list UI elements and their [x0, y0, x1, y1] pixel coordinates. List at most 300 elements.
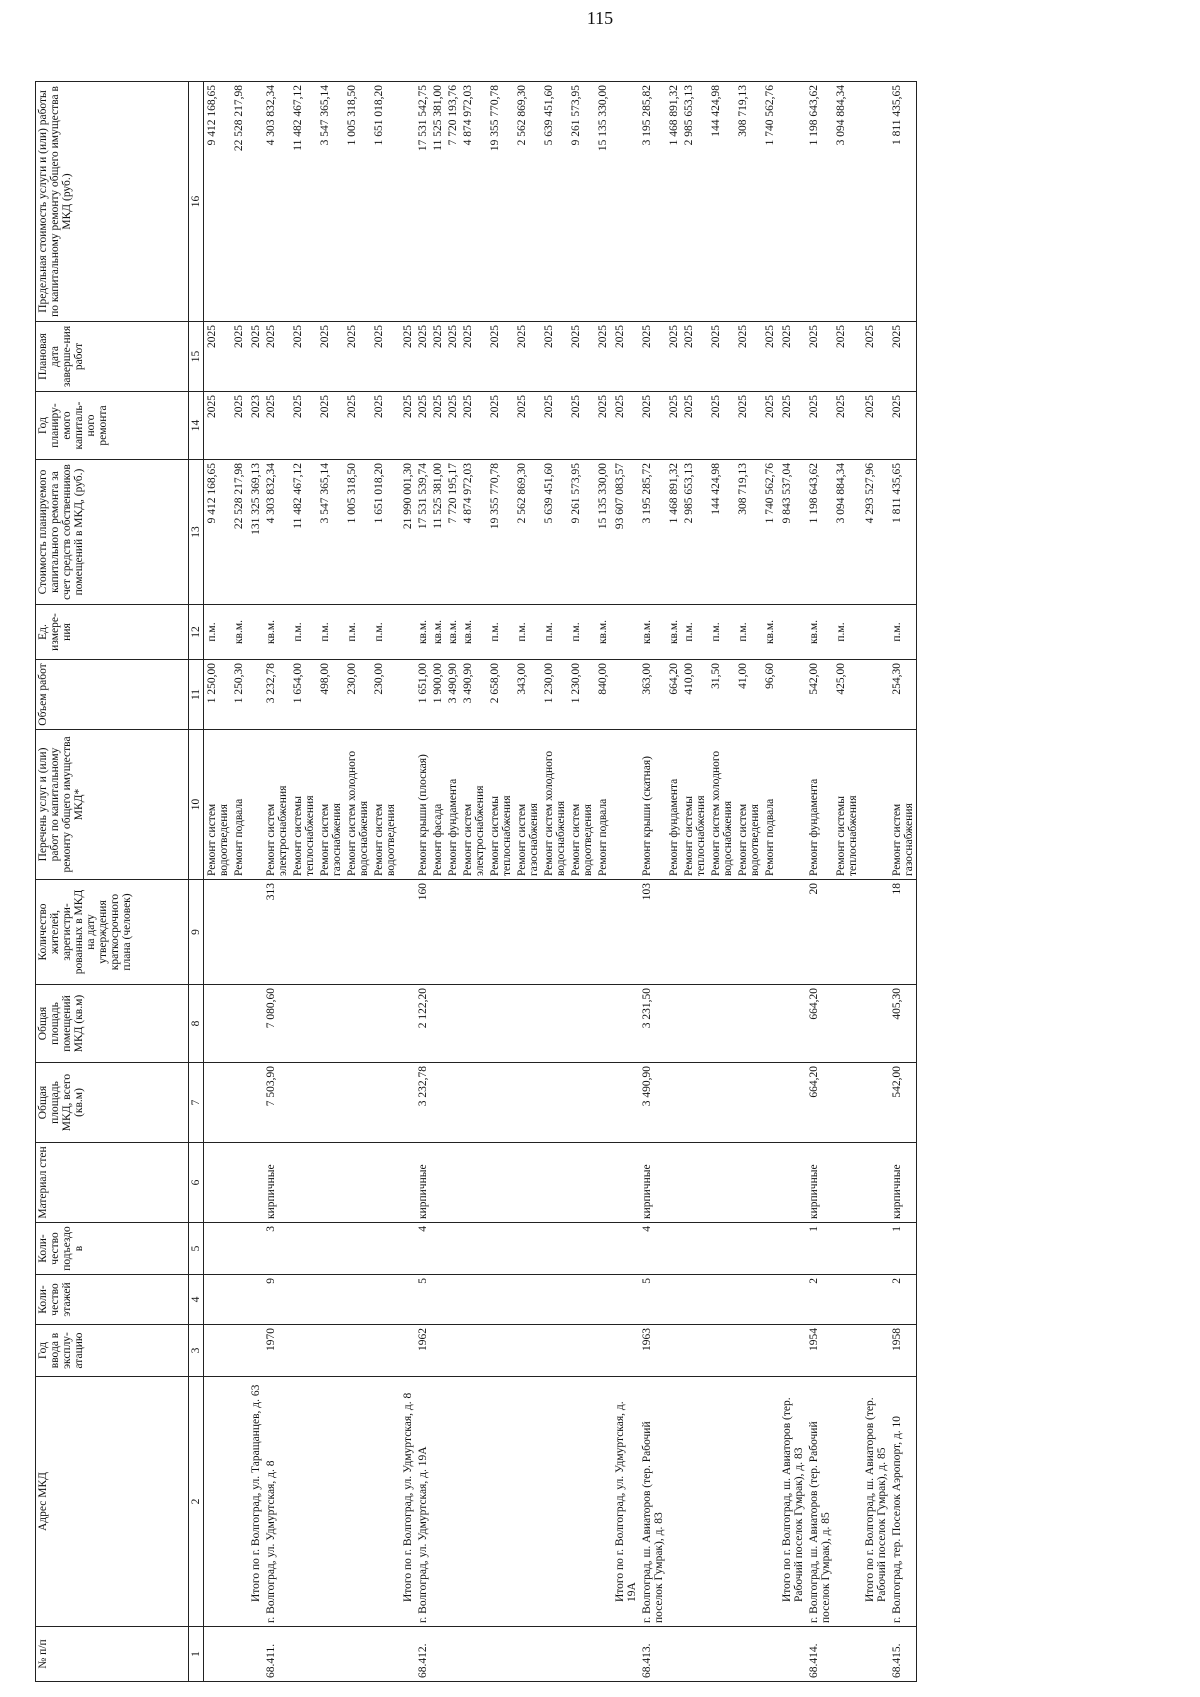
table-cell [666, 985, 681, 1063]
table-cell: 1954 [806, 1325, 833, 1377]
table-cell: 498,00 [317, 660, 344, 730]
table-cell: Ремонт подвала [762, 730, 777, 880]
table-cell [246, 1223, 263, 1275]
table-cell: 1 740 562,76 [762, 82, 777, 322]
table-cell: Ремонт систем водоотведения [204, 730, 232, 880]
table-cell [681, 1143, 708, 1223]
table-cell: 5 [415, 1275, 430, 1325]
table-cell: п.м. [833, 605, 860, 660]
table-cell [666, 1627, 681, 1682]
table-cell [735, 880, 762, 985]
subtotal-row [777, 82, 806, 1682]
work-row [231, 82, 246, 1682]
table-cell: 410,00 [681, 660, 708, 730]
table-cell [398, 605, 415, 660]
table-cell [487, 985, 514, 1063]
table-cell [541, 1377, 568, 1627]
table-cell: 1 651 018,20 [371, 460, 398, 605]
table-cell: 5 [639, 1275, 666, 1325]
table-cell [445, 1063, 460, 1143]
table-cell: 230,00 [344, 660, 371, 730]
table-cell [371, 1223, 398, 1275]
table-cell: 2025 [263, 392, 290, 460]
table-cell [398, 1275, 415, 1325]
column-header: Год ввода в эксплу-атацию [36, 1325, 189, 1377]
table-cell [344, 1377, 371, 1627]
table-cell: 2025 [568, 322, 595, 392]
work-row [290, 82, 317, 1682]
table-cell: 2025 [762, 322, 777, 392]
table-cell [610, 985, 639, 1063]
table-cell [735, 1223, 762, 1275]
table-cell [460, 1377, 487, 1627]
table-cell [777, 605, 806, 660]
column-number: 8 [189, 985, 204, 1063]
table-cell: 2025 [231, 392, 246, 460]
table-cell [610, 1143, 639, 1223]
table-cell: 5 639 451,60 [541, 460, 568, 605]
table-cell: 1 005 318,50 [344, 460, 371, 605]
table-cell [514, 1325, 541, 1377]
table-cell: Ремонт крыши (плоская) [415, 730, 430, 880]
table-cell [860, 730, 889, 880]
table-cell: 1 811 435,65 [889, 460, 917, 605]
table-cell [762, 1627, 777, 1682]
table-cell [833, 1223, 860, 1275]
table-cell [514, 1627, 541, 1682]
table-cell: 2025 [290, 392, 317, 460]
table-cell: 1 651,00 [415, 660, 430, 730]
table-cell [595, 1627, 610, 1682]
table-cell [246, 660, 263, 730]
table-cell [487, 1143, 514, 1223]
table-cell [568, 1627, 595, 1682]
table-cell: п.м. [204, 605, 232, 660]
work-row [460, 82, 487, 1682]
work-row [666, 82, 681, 1682]
table-cell: п.м. [708, 605, 735, 660]
table-cell: 1 740 562,76 [762, 460, 777, 605]
table-cell: 1 198 643,62 [806, 82, 833, 322]
table-cell [344, 1627, 371, 1682]
table-cell: п.м. [735, 605, 762, 660]
table-cell: Ремонт систем газоснабжения [889, 730, 917, 880]
table-cell [666, 1377, 681, 1627]
table-cell [371, 1377, 398, 1627]
column-number: 12 [189, 605, 204, 660]
table-cell [777, 730, 806, 880]
table-cell: 2025 [595, 392, 610, 460]
table-cell [568, 1325, 595, 1377]
work-row [595, 82, 610, 1682]
table-cell: Ремонт фундамента [666, 730, 681, 880]
table-cell: 131 325 369,13 [246, 460, 263, 605]
table-cell [246, 1627, 263, 1682]
column-header: Ед. измере-ния [36, 605, 189, 660]
table-cell: 2025 [610, 392, 639, 460]
table-cell [595, 1223, 610, 1275]
table-cell: 68.415. [889, 1627, 917, 1682]
table-cell: 664,20 [806, 1063, 833, 1143]
table-cell: 425,00 [833, 660, 860, 730]
table-cell: 7 720 195,17 [445, 460, 460, 605]
table-cell [445, 1325, 460, 1377]
column-header: Адрес МКД [36, 1377, 189, 1627]
table-cell [460, 1627, 487, 1682]
table-cell [568, 1143, 595, 1223]
table-cell [430, 1325, 445, 1377]
table-cell [487, 880, 514, 985]
table-cell: 3 490,90 [639, 1063, 666, 1143]
column-number: 9 [189, 880, 204, 985]
column-number: 3 [189, 1325, 204, 1377]
table-cell: 2025 [514, 392, 541, 460]
table-cell: 2025 [231, 322, 246, 392]
table-cell [445, 1627, 460, 1682]
table-cell [231, 1063, 246, 1143]
table-cell [514, 985, 541, 1063]
table-cell: 4 293 527,96 [860, 460, 889, 605]
table-cell: 144 424,98 [708, 460, 735, 605]
header-row [36, 82, 189, 1682]
table-cell [445, 1143, 460, 1223]
table-cell [430, 1143, 445, 1223]
table-cell [708, 880, 735, 985]
column-number: 2 [189, 1377, 204, 1627]
table-cell: п.м. [681, 605, 708, 660]
column-header: Предельная стоимость услуги и (или) работы по капитальному ремонту общего имущества в МКД (руб.) [36, 82, 189, 322]
table-cell: кв.м. [430, 605, 445, 660]
table-cell: 17 531 542,75 [415, 82, 430, 322]
table-cell: кв.м. [460, 605, 487, 660]
table-cell: 2025 [204, 322, 232, 392]
table-cell: Ремонт систем водоотведения [371, 730, 398, 880]
table-cell: кирпичные [263, 1143, 290, 1223]
table-cell [204, 1377, 232, 1627]
table-cell [860, 1627, 889, 1682]
table-cell [290, 1223, 317, 1275]
table-cell: 2025 [204, 392, 232, 460]
table-body [204, 82, 917, 1682]
table-cell: п.м. [344, 605, 371, 660]
table-cell: 7 503,90 [263, 1063, 290, 1143]
table-cell [371, 1325, 398, 1377]
table-cell [514, 1275, 541, 1325]
table-cell: 2025 [371, 392, 398, 460]
table-cell: 1 [889, 1223, 917, 1275]
table-cell: Ремонт подвала [231, 730, 246, 880]
table-cell [460, 985, 487, 1063]
table-cell [204, 985, 232, 1063]
table-cell [610, 880, 639, 985]
table-cell [460, 1143, 487, 1223]
table-cell: 1 230,00 [568, 660, 595, 730]
table-cell: 2 562 869,30 [514, 460, 541, 605]
table-cell [568, 1223, 595, 1275]
work-row [833, 82, 860, 1682]
table-cell: 254,30 [889, 660, 917, 730]
table-cell: кв.м. [806, 605, 833, 660]
table-cell [317, 1377, 344, 1627]
table-cell: 3 [263, 1223, 290, 1275]
table-cell [398, 660, 415, 730]
table-cell [666, 1223, 681, 1275]
table-cell [595, 1275, 610, 1325]
table-cell [777, 82, 806, 322]
table-cell: 2025 [445, 322, 460, 392]
table-cell [398, 730, 415, 880]
table-cell [708, 1377, 735, 1627]
column-number: 6 [189, 1143, 204, 1223]
table-cell: 542,00 [806, 660, 833, 730]
table-cell: кв.м. [595, 605, 610, 660]
table-cell [430, 1063, 445, 1143]
table-cell: 11 482 467,12 [290, 82, 317, 322]
table-cell [460, 1223, 487, 1275]
column-number-row [189, 82, 204, 1682]
table-cell: 2025 [290, 322, 317, 392]
table-cell [735, 1063, 762, 1143]
work-row [762, 82, 777, 1682]
table-cell [610, 1063, 639, 1143]
table-cell: 2025 [514, 322, 541, 392]
table-cell [708, 1223, 735, 1275]
table-cell: Итого по г. Волгоград, ул. Удмуртская, д. 19А [610, 1377, 639, 1627]
table-cell: 2025 [398, 392, 415, 460]
table-cell: Ремонт систем газоснабжения [317, 730, 344, 880]
table-cell [317, 1143, 344, 1223]
table-cell: 2025 [889, 322, 917, 392]
table-cell: 15 135 330,00 [595, 82, 610, 322]
column-header: Количество жителей, зарегистри-рованных в МКД на дату утверждения краткосрочного плана (человек) [36, 880, 189, 985]
table-cell: 9 843 537,04 [777, 460, 806, 605]
table-cell [246, 605, 263, 660]
column-header: Общая площадь помещений МКД (кв.м) [36, 985, 189, 1063]
table-cell: 7 080,60 [263, 985, 290, 1063]
table-cell: 313 [263, 880, 290, 985]
table-cell: п.м. [487, 605, 514, 660]
table-cell [833, 1275, 860, 1325]
table-cell: 2025 [777, 322, 806, 392]
work-row [708, 82, 735, 1682]
work-row [204, 82, 232, 1682]
table-cell [398, 1063, 415, 1143]
work-row [371, 82, 398, 1682]
table-cell: 1 198 643,62 [806, 460, 833, 605]
table-cell [568, 1275, 595, 1325]
table-cell [735, 985, 762, 1063]
table-cell: Ремонт систем холодного водоснабжения [708, 730, 735, 880]
table-cell [860, 1223, 889, 1275]
table-cell: 19 355 770,78 [487, 460, 514, 605]
table-cell: 3 490,90 [445, 660, 460, 730]
column-header: Общая площадь МКД, всего (кв.м) [36, 1063, 189, 1143]
table-cell: кирпичные [415, 1143, 430, 1223]
table-cell: 308 719,13 [735, 82, 762, 322]
table-cell [568, 985, 595, 1063]
table-cell: 1 811 435,65 [889, 82, 917, 322]
table-cell: Ремонт системы теплоснабжения [681, 730, 708, 880]
table-cell: 2025 [595, 322, 610, 392]
table-cell: 31,50 [708, 660, 735, 730]
table-cell: 15 135 330,00 [595, 460, 610, 605]
table-cell [344, 1223, 371, 1275]
table-cell: кв.м. [639, 605, 666, 660]
table-cell: 2025 [833, 392, 860, 460]
table-cell [860, 985, 889, 1063]
subtotal-row [398, 82, 415, 1682]
house-row [639, 82, 666, 1682]
table-cell [398, 1627, 415, 1682]
table-cell [445, 985, 460, 1063]
column-number: 4 [189, 1275, 204, 1325]
table-cell [231, 880, 246, 985]
table-cell [430, 985, 445, 1063]
table-cell: 1 468 891,32 [666, 460, 681, 605]
table-cell: г. Волгоград, тер. Поселок Аэропорт, д. 10 [889, 1377, 917, 1627]
table-cell: 542,00 [889, 1063, 917, 1143]
table-cell [514, 880, 541, 985]
table-cell: 2 562 869,30 [514, 82, 541, 322]
table-cell [487, 1627, 514, 1682]
column-header: № п/п [36, 1627, 189, 1682]
table-cell [290, 985, 317, 1063]
table-cell: кв.м. [263, 605, 290, 660]
table-cell: 2025 [681, 322, 708, 392]
table-cell [204, 1627, 232, 1682]
table-cell: п.м. [541, 605, 568, 660]
table-cell [708, 1275, 735, 1325]
table-cell [371, 985, 398, 1063]
table-cell [610, 1325, 639, 1377]
table-cell: 1 [806, 1223, 833, 1275]
table-cell [860, 82, 889, 322]
column-header: Стоимость планируемого капитального ремонта за счет средств собственников помещений в МКД, (руб.) [36, 460, 189, 605]
table-cell: 1 230,00 [541, 660, 568, 730]
table-cell: Ремонт систем водоотведения [735, 730, 762, 880]
column-number: 7 [189, 1063, 204, 1143]
table-cell [762, 1325, 777, 1377]
table-cell [762, 1377, 777, 1627]
table-cell: 2025 [762, 392, 777, 460]
table-cell: 2025 [371, 322, 398, 392]
table-cell: 2023 [246, 392, 263, 460]
table-cell: 405,30 [889, 985, 917, 1063]
table-cell [246, 1275, 263, 1325]
table-cell: 2025 [460, 322, 487, 392]
table-cell: 20 [806, 880, 833, 985]
table-cell [777, 985, 806, 1063]
work-row [514, 82, 541, 1682]
table-cell [735, 1627, 762, 1682]
table-cell: 1 005 318,50 [344, 82, 371, 322]
table-cell: 2025 [889, 392, 917, 460]
capital-repair-table [35, 81, 917, 1682]
column-number: 11 [189, 660, 204, 730]
table-cell [595, 1143, 610, 1223]
table-cell [833, 985, 860, 1063]
table-cell: 363,00 [639, 660, 666, 730]
table-cell: Ремонт системы теплоснабжения [290, 730, 317, 880]
table-cell [860, 1063, 889, 1143]
table-cell: 2025 [735, 392, 762, 460]
table-cell: 2 985 653,13 [681, 82, 708, 322]
table-cell [246, 730, 263, 880]
table-cell [833, 1627, 860, 1682]
table-cell: Ремонт подвала [595, 730, 610, 880]
table-cell: 2 [889, 1275, 917, 1325]
table-cell [487, 1377, 514, 1627]
table-cell: 2025 [666, 392, 681, 460]
table-cell [777, 660, 806, 730]
table-cell: 2025 [263, 322, 290, 392]
column-header: Плановая дата заверше-ния работ [36, 322, 189, 392]
table-cell [681, 1627, 708, 1682]
table-cell [708, 985, 735, 1063]
table-cell: 9 261 573,95 [568, 82, 595, 322]
table-cell [666, 1275, 681, 1325]
table-cell: 2025 [568, 392, 595, 460]
table-cell: 2 [806, 1275, 833, 1325]
table-cell: 2025 [735, 322, 762, 392]
table-cell: 93 607 083,57 [610, 460, 639, 605]
table-cell: г. Волгоград, ш. Авиаторов (тер. Рабочий поселок Гумрак), д. 85 [806, 1377, 833, 1627]
table-cell [595, 1377, 610, 1627]
table-cell: 2025 [777, 392, 806, 460]
table-cell: 1 651 018,20 [371, 82, 398, 322]
table-cell [398, 82, 415, 322]
table-cell [541, 880, 568, 985]
table-cell: 664,20 [666, 660, 681, 730]
table-cell: 1962 [415, 1325, 430, 1377]
table-cell: 3 232,78 [263, 660, 290, 730]
table-cell [860, 605, 889, 660]
column-header: Перечень услуг и (или) работ по капитальному ремонту общего имущества МКД* [36, 730, 189, 880]
table-cell: 3 490,90 [460, 660, 487, 730]
table-cell [777, 1627, 806, 1682]
table-cell: 2025 [806, 392, 833, 460]
table-cell: 2025 [344, 322, 371, 392]
table-cell: п.м. [514, 605, 541, 660]
table-cell [371, 1275, 398, 1325]
table-cell [487, 1223, 514, 1275]
table-cell: 3 232,78 [415, 1063, 430, 1143]
table-cell [246, 1143, 263, 1223]
table-cell: п.м. [568, 605, 595, 660]
work-row [541, 82, 568, 1682]
table-cell: кв.м. [666, 605, 681, 660]
table-cell [666, 1063, 681, 1143]
work-row [487, 82, 514, 1682]
table-cell: Ремонт систем электроснабжения [263, 730, 290, 880]
table-cell [317, 1325, 344, 1377]
table-cell [762, 1063, 777, 1143]
table-cell: 160 [415, 880, 430, 985]
table-cell: 2025 [460, 392, 487, 460]
table-cell [317, 1063, 344, 1143]
table-cell [204, 1063, 232, 1143]
table-cell [860, 660, 889, 730]
table-cell: г. Волгоград, ш. Авиаторов (тер. Рабочий поселок Гумрак), д. 83 [639, 1377, 666, 1627]
table-cell [595, 880, 610, 985]
table-cell [514, 1377, 541, 1627]
table-cell: 2025 [833, 322, 860, 392]
column-number: 15 [189, 322, 204, 392]
table-cell [371, 1627, 398, 1682]
table-cell: Ремонт фундамента [445, 730, 460, 880]
table-cell: 343,00 [514, 660, 541, 730]
subtotal-row [246, 82, 263, 1682]
